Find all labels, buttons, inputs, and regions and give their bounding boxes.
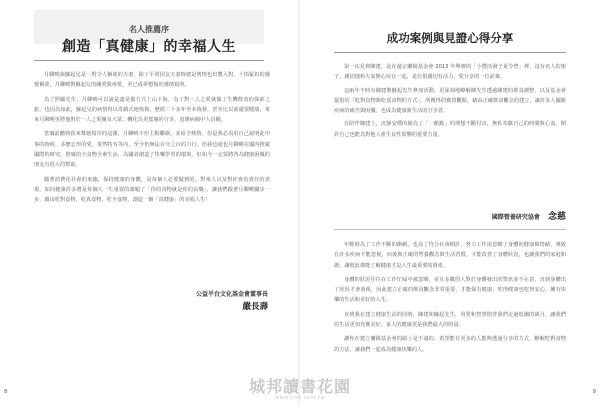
watermark-url: www.cite.com.tw bbox=[275, 395, 325, 401]
body-paragraph: 這兩年不時有陳建偕蘇起先生參加活動，更深刻地瞭解陳先生透過陳建的飲食調整，以及基金會提倡的「吃對食物與吃真食物的方式」，所獲得的寶貴觀點，藉由正確飲食觀念的建立，讓許多人擺脫疾病的痛苦與困擾，也成為健康新生活的分享者。 bbox=[334, 87, 566, 115]
page-number: 9 bbox=[592, 389, 596, 395]
right-page bbox=[300, 0, 600, 406]
page-number: 8 bbox=[4, 389, 8, 395]
body-paragraph: 年輕時為了工作不斷的衝刺，也為了符合社會期許，努力工作卻忽略了身體的健康與情緒，導致在許多疾病不能忽視，而後與正確的營養觀念與生活習慣，才能改善了身體狀況，也讓我們的家庭和諧，讓彼此都能了解健康才是人生最重要的資產。 bbox=[334, 242, 566, 269]
body-paragraph: 讓你在建立蘭陽基金會的路上是不遠的、希望能有更多的人能夠透過分享的方式，瞭解吃對食物的方法，讓我們一起成為健康快樂的人。 bbox=[334, 336, 566, 353]
left-page-title: 創造「真健康」的幸福人生 bbox=[62, 39, 236, 55]
body-paragraph: 隨著消費化社會的來臨，保持健康的身體，是每個人必要做到的。對來人以及對社會負責任的表現，如同健康許多將是每個人一生重要的課題了「你的食物就是你的良藥」，讓我們跟著月聊曉腳步一步，藉由吃對食物，吃真食物，吃全食物，創造一個「真健康」的幸福人生！ bbox=[34, 176, 270, 204]
body-paragraph: 月聊曉與蘇起兄是一對令人稱羨的夫妻，除了平常因友夫妻時總是賓情也出雙入對，十指緊扣的感覺稱羨，月聊曉對蘇起兄的關愛與疼愛，更已成夢想般的感情寫照。 bbox=[34, 72, 270, 89]
body-paragraph: 直到我在建立健康生活的同時，陳建和蘇起先生，用愛和智慧陪伴我們走過低潮的歲月，讓我們的生活更加充實美好，家人的健康更是我們最大的財富。 bbox=[334, 311, 566, 329]
title-divider bbox=[334, 52, 566, 53]
right-page-title: 成功案例與見證心得分享 bbox=[386, 31, 514, 45]
signature-organization: 公益平台文化基金會董事長 bbox=[195, 291, 268, 298]
title-divider bbox=[34, 60, 264, 61]
watermark bbox=[236, 378, 364, 404]
signature-organization: 國際營養研究協會 bbox=[491, 214, 540, 221]
body-paragraph: 當個前聽到我來幫她寫序的這激，月聊曉不但主動聯絡，並給予熱情。但是我必須用自己說明此中事的時候，多麼忘形的愛，果然特有等內，至今仍無法百分之百的力行。但我也通也月聊曉在國內推廣國際的研究、推廣的全食物全素生活，為國者創造了快樂學習的環境，但如今一定要將各為健康困擾的朋友有很大的幫助。 bbox=[34, 131, 270, 169]
body-paragraph: 身體的狀況往往在工作忙碌中被忽略，並且多數的人對於身體發出的警訊並不在意，直到身體出了狀況才會重視，因此建立正確的飲食觀念非常重要，才能保有健康，吃得健康也吃得安心，擁有快樂的生活和美好的人生。 bbox=[334, 276, 566, 304]
right-signature bbox=[492, 204, 566, 223]
watermark-text: 城邦讀書花園 bbox=[248, 377, 351, 396]
body-paragraph: 第一次見到陳建，是在還宗蘭陽基金會 2013 年舉辦的「小豐活潑子夏令營」裡，沒有名人的架子，親切地和大家開心玩在一起，是位很親切有活力、愛分享的一位前輩。 bbox=[334, 64, 566, 81]
right-page-body bbox=[334, 62, 566, 143]
testimonial-body bbox=[334, 240, 566, 359]
preface-label: 名人推薦序 bbox=[129, 25, 169, 34]
signature-name: 嚴長壽 bbox=[242, 302, 268, 312]
signature-name: 念慈 bbox=[547, 212, 566, 222]
body-paragraph: 為了照顧先生，月聊曉可以說是盡是傷力式上山下海，為了對一人之愛就做了生機飲食的探索之旅，也因為如此，蘇起兄的病情得以奇蹟式地恢復，歷經二十多年至未復發，甚至比以前還要健康，來來月聊曉更將他對於一人之愛擴及大眾，轉化為更寬廣的分享，追壞病痛中人員擬。 bbox=[34, 96, 270, 124]
body-paragraph: 在陪伴陳建上，沉靜安穩的她為了「一點點」的理想不斷付出，無私奉獻自己的時間與心血，期許自己也能為對他人產生良性影響的重要力量。 bbox=[334, 121, 566, 138]
left-page-body bbox=[34, 70, 270, 210]
